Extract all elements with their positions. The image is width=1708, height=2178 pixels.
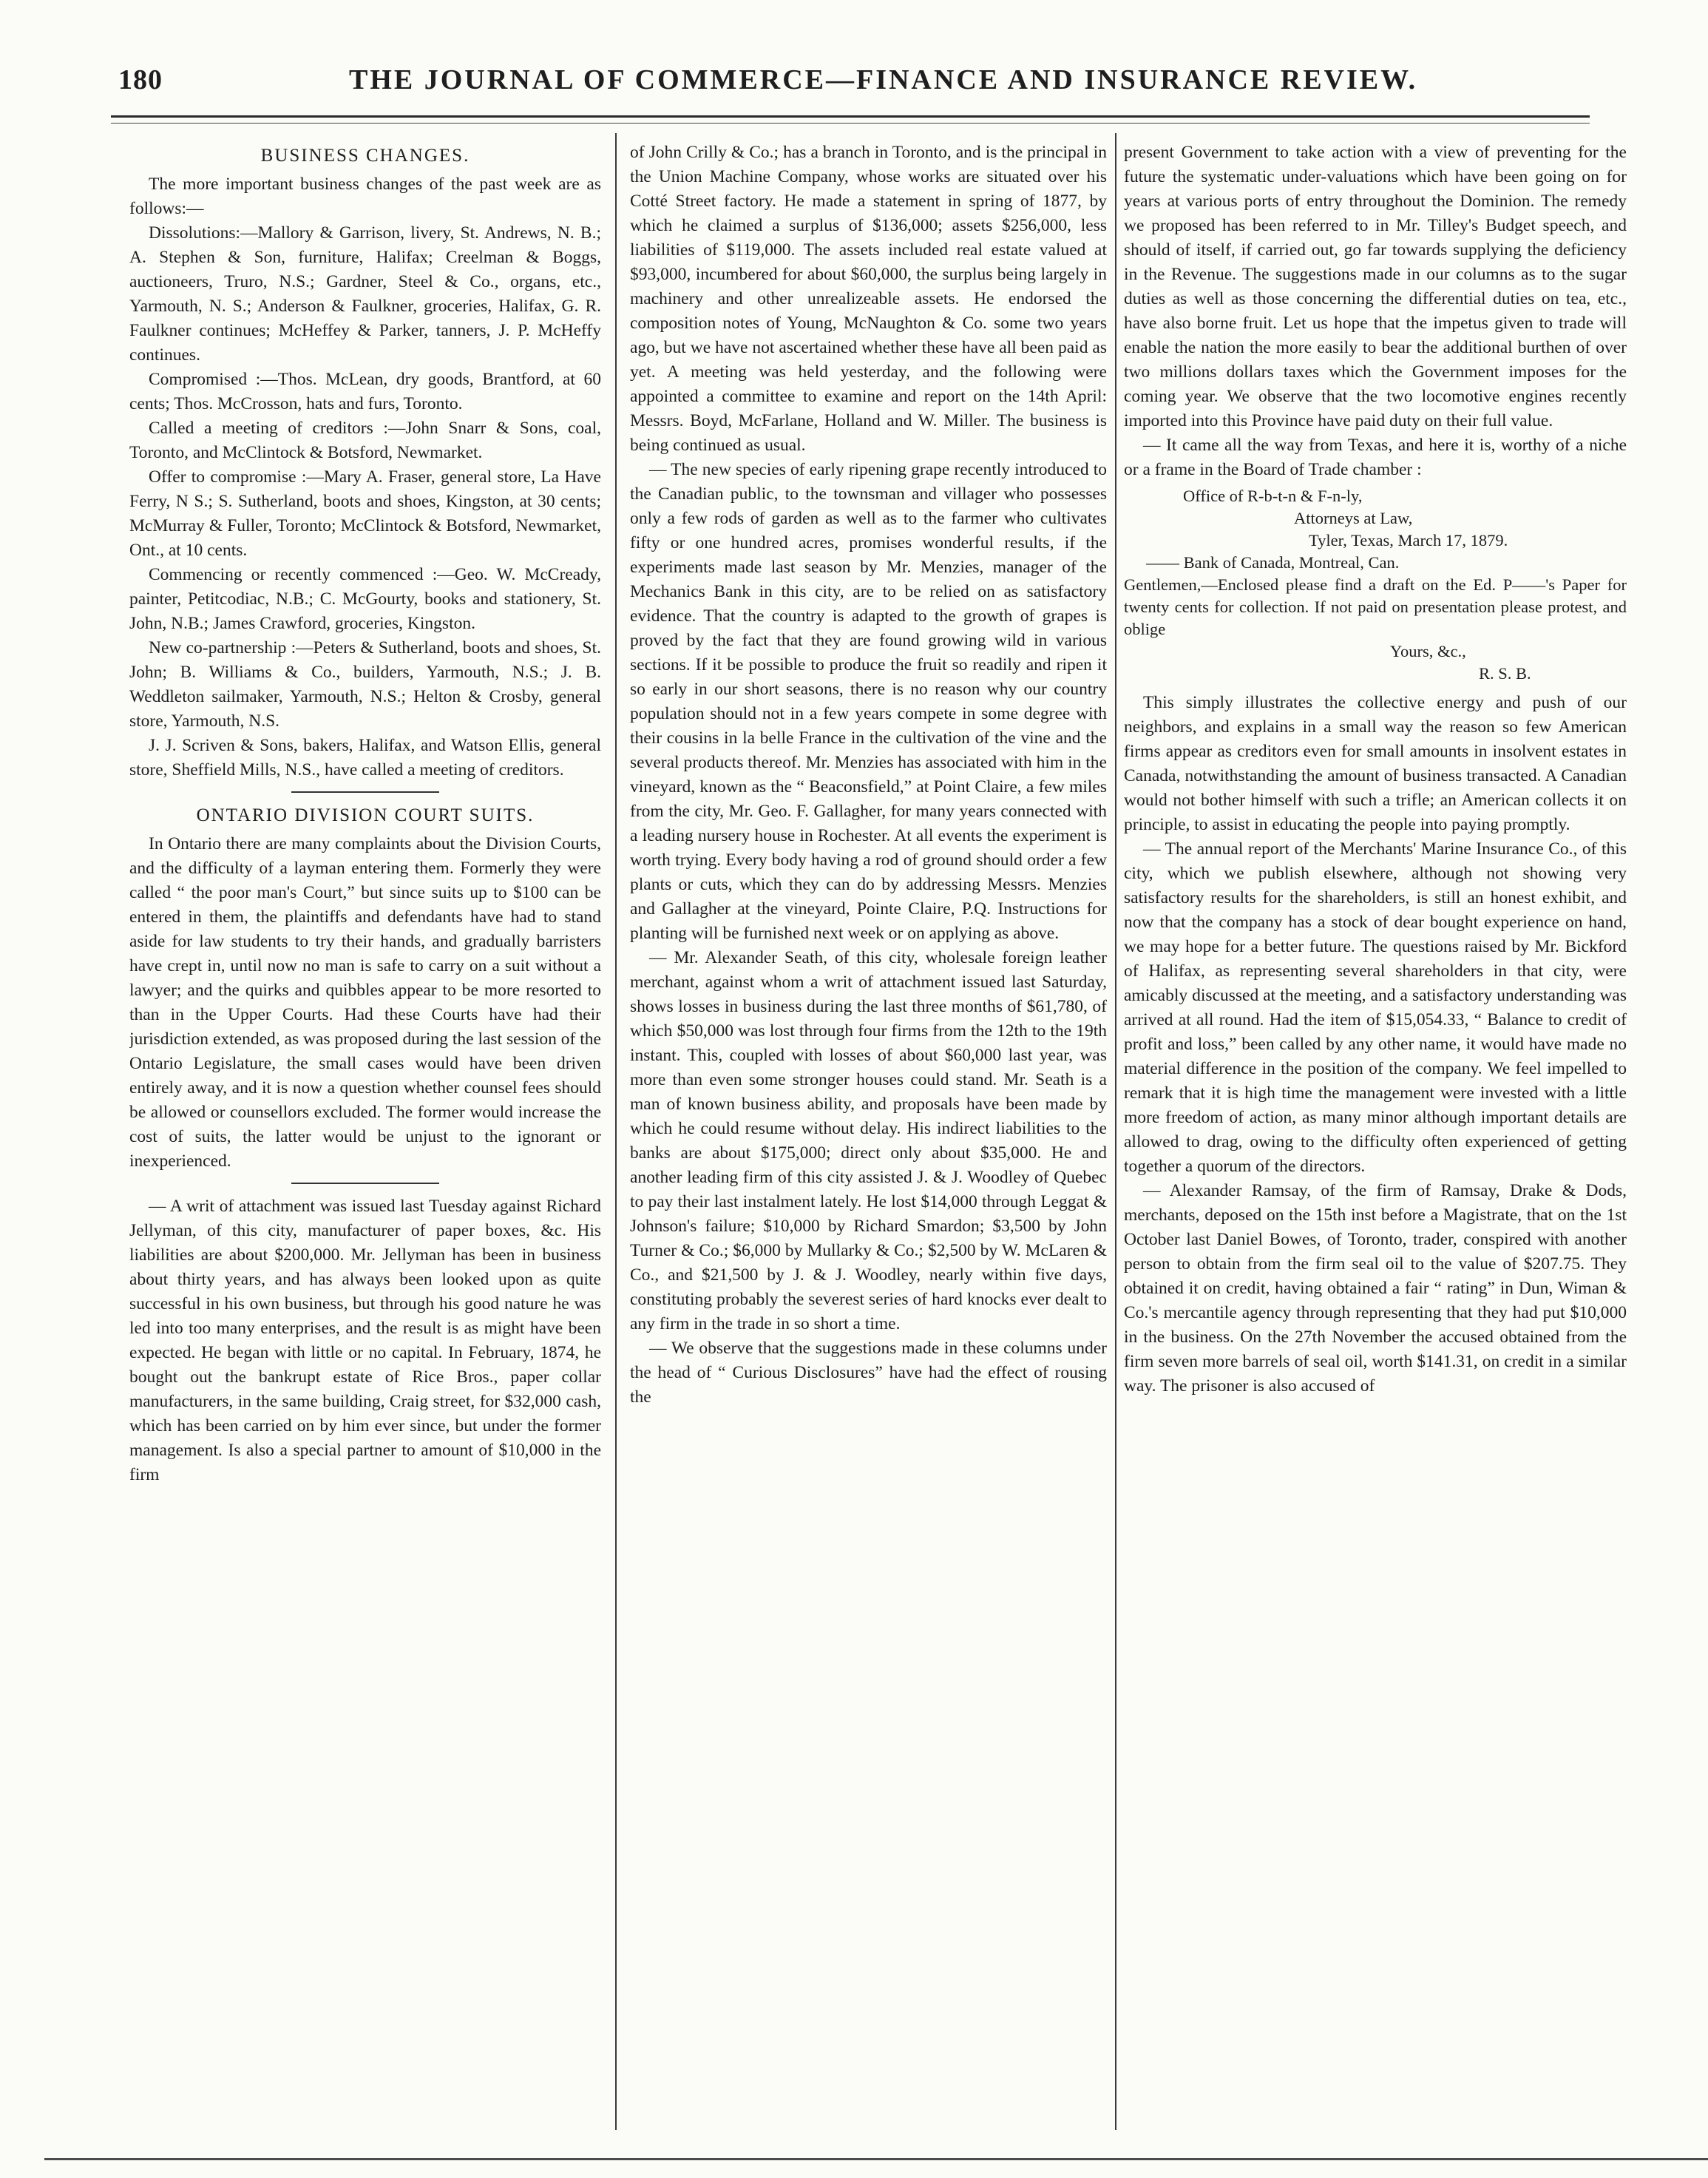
letter-bank: —— Bank of Canada, Montreal, Can. (1146, 553, 1400, 572)
seath-paragraph: — Mr. Alexander Seath, of this city, wholesale foreign leather merchant, against whom a writ of attachment issued last Saturday, shows losses in business during the last three months of $61,780, of which $50,000 was lost through four firms from the 12th to the 19th instant. This, coupled with losses of about $60,000 last year, was more than even some stronger houses could stand. Mr. Seath is a man of known business ability, and proposals have been made by which he could resume without delay. His indirect liabilities to the banks are about $175,000; direct only about $35,000. He and another leading firm of this city assisted J. & J. Woodley of Quebec to pay their last instalment lately. He lost $14,000 through Leggat & Johnson's failure; $10,000 by Richard Smardon; $3,500 by John Turner & Co.; $6,000 by Mullarky & Co.; $2,500 by W. McLaren & Co., and $21,500 by J. & J. Woodley, nearly within five days, constituting probably the severest series of hard knocks ever dealt to any firm in the trade in so short a time. (630, 948, 1107, 1333)
letter-signature: R. S. B. (1479, 664, 1531, 683)
letter-date: Tyler, Texas, March 17, 1879. (1309, 531, 1508, 549)
business-changes-intro: The more important business changes of the past week are as follows:— (129, 175, 601, 218)
business-changes-heading: BUSINESS CHANGES. (260, 146, 470, 166)
jellyman-paragraph: — A writ of attachment was issued last Tuesday against Richard Jellyman, of this city, manufacturer of paper boxes, &c. His liabilities are about $200,000. Mr. Jellyman has been in business about thirty years, and has always been looked upon as quite successful in his own business, but through his good nature he was led into too many enterprises, and the result is as might have been expected. He began with little or no capital. In February, 1874, he bought out the bankrupt estate of Rice Bros., paper collar manufacturers, in the same building, Craig street, for $32,000 cash, which has been carried on by him ever since, but under the former management. Is also a special partner to amount of $10,000 in the firm (129, 1197, 601, 1484)
ramsay-paragraph: — Alexander Ramsay, of the firm of Ramsay, Drake & Dods, merchants, deposed on the 15th inst before a Magistrate, that on the 1st October last Daniel Bowes, of Toronto, trader, conspired with another person to obtain from the firm seal oil to the value of $207.75. They obtained it on credit, having obtained a fair “ rating” in Dun, Wiman & Co.'s mercantile agency through representing that they had put $10,000 in the business. On the 27th November the accused obtained from the firm seven more barrels of seal oil, worth $141.31, on credit in a similar way. The prisoner is also accused of (1124, 1181, 1627, 1396)
letter-office: Office of R-b-t-n & F-n-ly, (1183, 487, 1363, 505)
compromised-paragraph: Compromised :—Thos. McLean, dry goods, Brantford, at 60 cents; Thos. McCrosson, hats and furs, Toronto. (129, 370, 601, 413)
letter-attorneys: Attorneys at Law, (1294, 509, 1413, 527)
crilly-paragraph: of John Crilly & Co.; has a branch in Toronto, and is the principal in the Union Machine Company, whose works are situated over his Cotté Street factory. He made a statement in spring of 1877, by which he claimed a surplus of $136,000; assets $256,000, less liabilities of $119,000. The assets included real estate valued at $93,000, incumbered for about $60,000, the surplus being largely in machinery and other unrealizeable assets. He endorsed the composition notes of Young, McNaughton & Co. some two years ago, but we have not ascertained whether these have all been paid as yet. A meeting was held yesterday, and the following were appointed a committee to examine and report on the 14th April: Messrs. Boyd, McFarlane, Holland and W. Miller. The business is being continued as usual. (630, 143, 1107, 455)
letter-body: Gentlemen,—Enclosed please find a draft on the Ed. P——'s Paper for twenty cents for collection. If not paid on presentation please protest, and oblige (1124, 575, 1627, 638)
ontario-heading: ONTARIO DIVISION COURT SUITS. (196, 805, 535, 825)
co-partnership-paragraph: New co-partnership :—Peters & Sutherland, boots and shoes, St. John; B. Williams & Co., builders, Yarmouth, N.S.; J. B. Weddleton sailmaker, Yarmouth, N.S.; Helton & Crosby, general store, Yarmouth, N.S. (129, 638, 601, 731)
column-3 (1124, 141, 1627, 2123)
letter-closing: Yours, &c., (1390, 642, 1466, 660)
header-rule (111, 115, 1590, 118)
texas-intro-paragraph: — It came all the way from Texas, and here it is, worthy of a niche or a frame in the Board of Trade chamber : (1124, 436, 1627, 479)
column-divider (1115, 133, 1116, 2130)
texas-letter (1124, 485, 1627, 685)
section-divider (291, 791, 439, 793)
commencing-paragraph: Commencing or recently commenced :—Geo. W. McCready, painter, Petitcodiac, N.B.; C. McGourty, books and stationery, St. John, N.B.; James Crawford, groceries, Kingston. (129, 565, 601, 633)
government-paragraph: present Government to take action with a view of preventing for the future the systematic under-valuations which have been going on for years at various ports of entry throughout the Dominion. The remedy we proposed has been referred to in Mr. Tilley's Budget speech, and should of itself, if carried out, go far towards supplying the deficiency in the Revenue. The suggestions made in our columns as to the sugar duties as well as those concerning the differential duties on tea, etc., have also borne fruit. Let us hope that the impetus given to trade will enable the nation the more easily to bear the additional burthen of over two millions dollars taxes which the Government imposes for the coming year. We observe that the two locomotive engines recently imported into this Province have paid duty on their full value. (1124, 143, 1627, 430)
scriven-paragraph: J. J. Scriven & Sons, bakers, Halifax, and Watson Ellis, general store, Sheffield Mills, N.S., have called a meeting of creditors. (129, 736, 601, 779)
illustrates-paragraph: This simply illustrates the collective energy and push of our neighbors, and explains in a small way the reason so few American firms appear as creditors even for small amounts in insolvent estates in Canada, notwithstanding the amount of business transacted. A Canadian would not bother himself with such a trifle; an American collects it on principle, to assist in educating the people into paying promptly. (1124, 693, 1627, 834)
dissolutions-paragraph: Dissolutions:—Mallory & Garrison, livery, St. Andrews, N. B.; A. Stephen & Son, furniture, Halifax; Creelman & Boggs, auctioneers, Truro, N.S.; Gardner, Steel & Co., organs, etc., Yarmouth, N. S.; Anderson & Faulkner, groceries, Halifax, G. R. Faulkner continues; McHeffey & Parker, tanners, J. P. McHeffy continues. (129, 223, 601, 365)
page-number: 180 (118, 64, 163, 95)
page-bottom-rule (44, 2158, 1708, 2160)
column-1 (129, 141, 601, 2123)
column-divider (615, 133, 617, 2130)
grape-paragraph: — The new species of early ripening grape recently introduced to the Canadian public, to the townsman and villager who possesses only a few rods of garden as well as to the farmer who cultivates fifty or one hundred acres, promises wonderful results, if the experiments made last season by Mr. Menzies, manager of the Mechanics Bank in this city, are to be relied on as satisfactory evidence. That the country is adapted to the growth of grapes is proved by the fact that they are found growing wild in various sections. If it be possible to produce the fruit so readily and ripen it so early in our short seasons, there is no reason why our country population should not in a few years compete in some degree with their cousins in la belle France in the cultivation of the vine and the several products thereof. Mr. Menzies has associated with him in the vineyard, known as the “ Beaconsfield,” at Point Claire, a few miles from the city, Mr. Geo. F. Gallagher, for many years connected with a leading nursery house in Rochester. At all events the experiment is worth trying. Every body having a rod of ground should order a few plants or cuts, which they can do by addressing Messrs. Menzies and Gallagher at the vineyard, Pointe Claire, P.Q. Instructions for planting will be furnished next week or on applying as above. (630, 460, 1107, 943)
column-2 (630, 141, 1107, 2123)
section-divider (291, 1183, 439, 1184)
header-rule-thin (111, 123, 1590, 124)
masthead (118, 64, 1630, 112)
ontario-paragraph: In Ontario there are many complaints about the Division Courts, and the difficulty of a layman entering them. Formerly they were called “ the poor man's Court,” but since suits up to $100 can be entered in them, the plaintiffs and defendants have had to stand aside for law students to try their hands, and gradually barristers have crept in, until now no man is safe to carry on a suit without a lawyer; and the quirks and quibbles appear to be more resorted to than in the Upper Courts. Had these Courts have had their jurisdiction extended, as was proposed during the last session of the Ontario Legislature, the small cases would have been driven entirely away, and it is now a question whether counsel fees should be allowed or counsellors excluded. The former would increase the cost of suits, the latter would be unjust to the ignorant or inexperienced. (129, 834, 601, 1171)
journal-title: THE JOURNAL OF COMMERCE—FINANCE AND INSURANCE REVIEW. (349, 64, 1418, 95)
creditors-meeting-paragraph: Called a meeting of creditors :—John Snarr & Sons, coal, Toronto, and McClintock & Botsford, Newmarket. (129, 419, 601, 462)
merchants-paragraph: — The annual report of the Merchants' Marine Insurance Co., of this city, which we publish elsewhere, although not showing very satisfactory results for the shareholders, is still an honest exhibit, and now that the company has a stock of dear bought experience on hand, we may hope for a better future. The questions raised by Mr. Bickford of Halifax, as representing several shareholders in that city, were amicably discussed at the meeting, and a satisfactory understanding was arrived at all round. Had the item of $15,054.33, “ Balance to credit of profit and loss,” been called by any other name, it would have made no material difference in the position of the company. We feel impelled to remark that it is high time the management were invested with a little more freedom of action, as many minor although important details are allowed to drag, owing to the difficulty often experienced of getting together a quorum of the directors. (1124, 839, 1627, 1176)
suggestions-paragraph: — We observe that the suggestions made in these columns under the head of “ Curious Disclosures” have had the effect of rousing the (630, 1339, 1107, 1407)
offer-to-compromise-paragraph: Offer to compromise :—Mary A. Fraser, general store, La Have Ferry, N S.; S. Sutherland, boots and shoes, Kingston, at 30 cents; McMurray & Fuller, Toronto; McClintock & Botsford, Newmarket, Ont., at 10 cents. (129, 467, 601, 560)
